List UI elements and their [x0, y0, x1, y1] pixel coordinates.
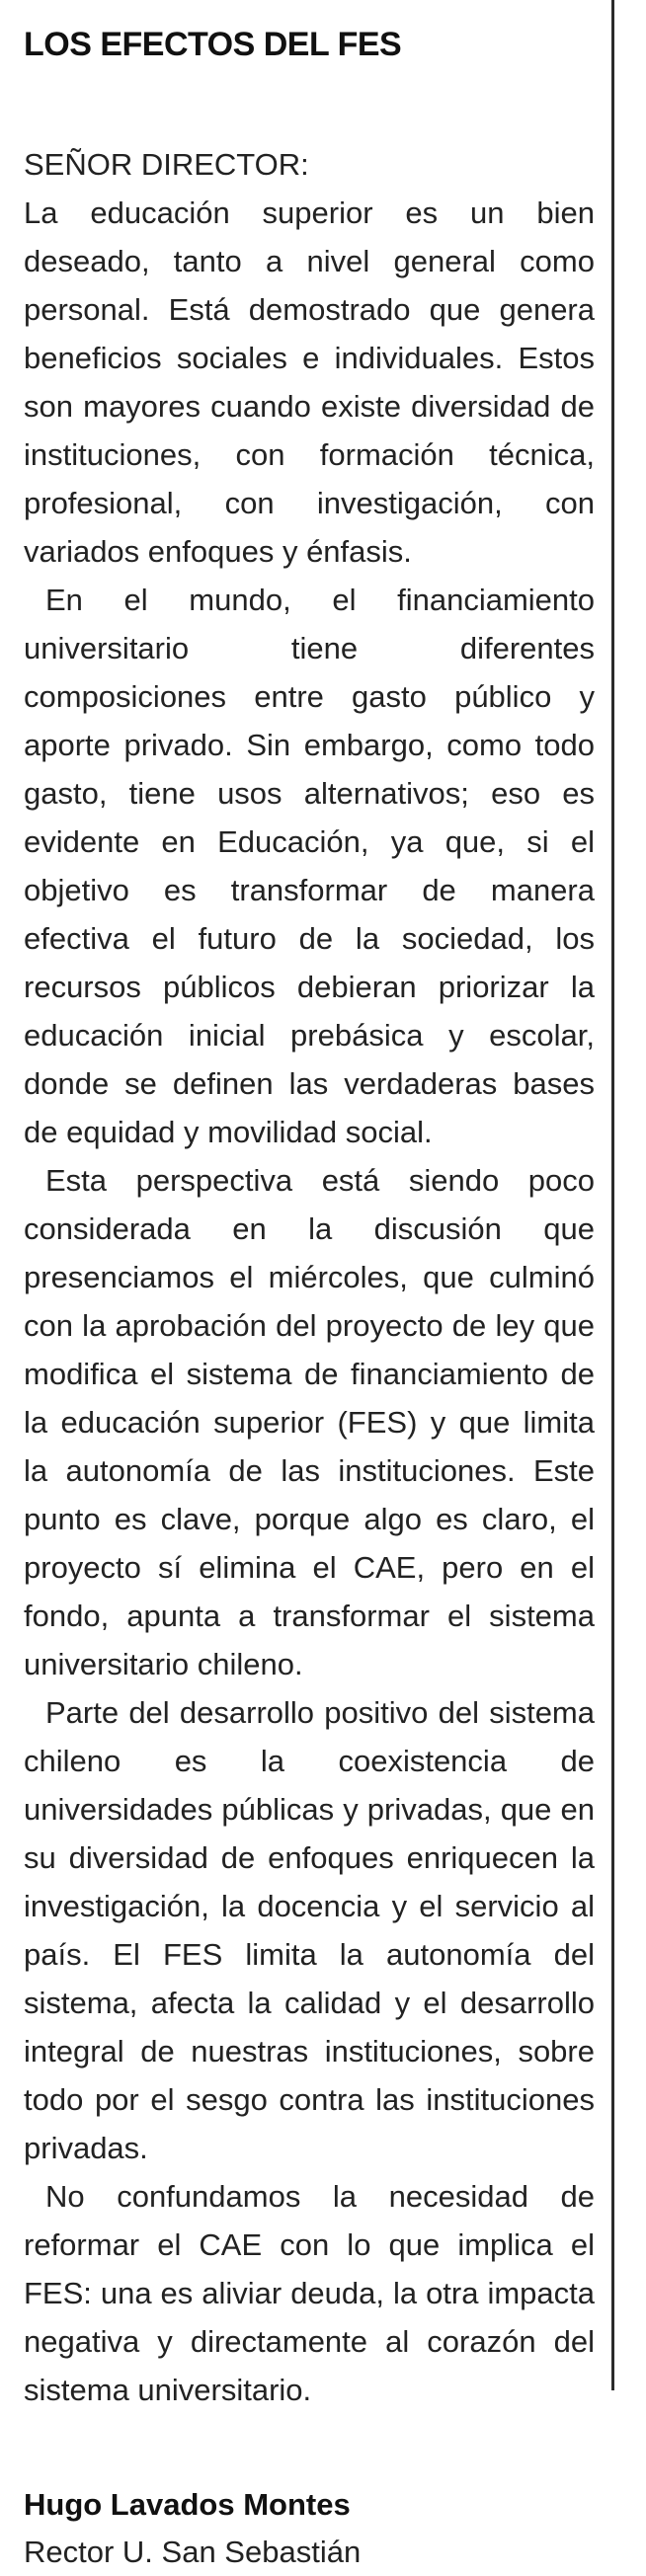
signature-block [24, 2481, 595, 2576]
body-paragraph-2: En el mundo, el financiamiento universitario tiene diferentes composiciones entre gasto público y aporte privado. Sin embargo, como todo gasto, tiene usos alternativos; eso es evidente en Educación, ya que, si el objetivo es transformar de manera efectiva el futuro de la sociedad, los recursos públicos debieran priorizar la educación inicial prebásica y escolar, donde se definen las verdaderas bases de equidad y movilidad social. [24, 583, 595, 1149]
author-position: Rector U. San Sebastián [24, 2535, 362, 2569]
body-paragraph-4: Parte del desarrollo positivo del sistema chileno es la coexistencia de universidades públicas y privadas, que en su diversidad de enfoques enriquecen la investigación, la docencia y el servicio al país. El FES limita la autonomía del sistema, afecta la calidad y el desarrollo integral de nuestras instituciones, sobre todo por el sesgo contra las instituciones privadas. [24, 1695, 595, 2165]
headline: LOS EFECTOS DEL FES [24, 26, 402, 63]
body-paragraph-3: Esta perspectiva está siendo poco considerada en la discusión que presenciamos el miércoles, que culminó con la aprobación del proyecto de ley que modifica el sistema de financiamiento de la educación superior (FES) y que limita la autonomía de las instituciones. Este punto es clave, porque algo es claro, el proyecto sí elimina el CAE, pero en el fondo, apunta a transformar el sistema universitario chileno. [24, 1163, 595, 1681]
body-paragraph-5: No confundamos la necesidad de reformar el CAE con lo que implica el FES: una es aliviar deuda, la otra impacta negativa y directamente al corazón del sistema universitario. [24, 2179, 595, 2407]
letter-column [24, 20, 595, 2576]
salutation: SEÑOR DIRECTOR: [24, 147, 309, 182]
author-name: Hugo Lavados Montes [24, 2487, 351, 2522]
body-paragraph-1: La educación superior es un bien deseado, tanto a nivel general como personal. Está demostrado que genera beneficios sociales e individuales. Estos son mayores cuando existe diversidad de instituciones, con formación técnica, profesional, con investigación, con variados enfoques y énfasis. [24, 195, 595, 569]
column-divider-rule [611, 0, 614, 2390]
